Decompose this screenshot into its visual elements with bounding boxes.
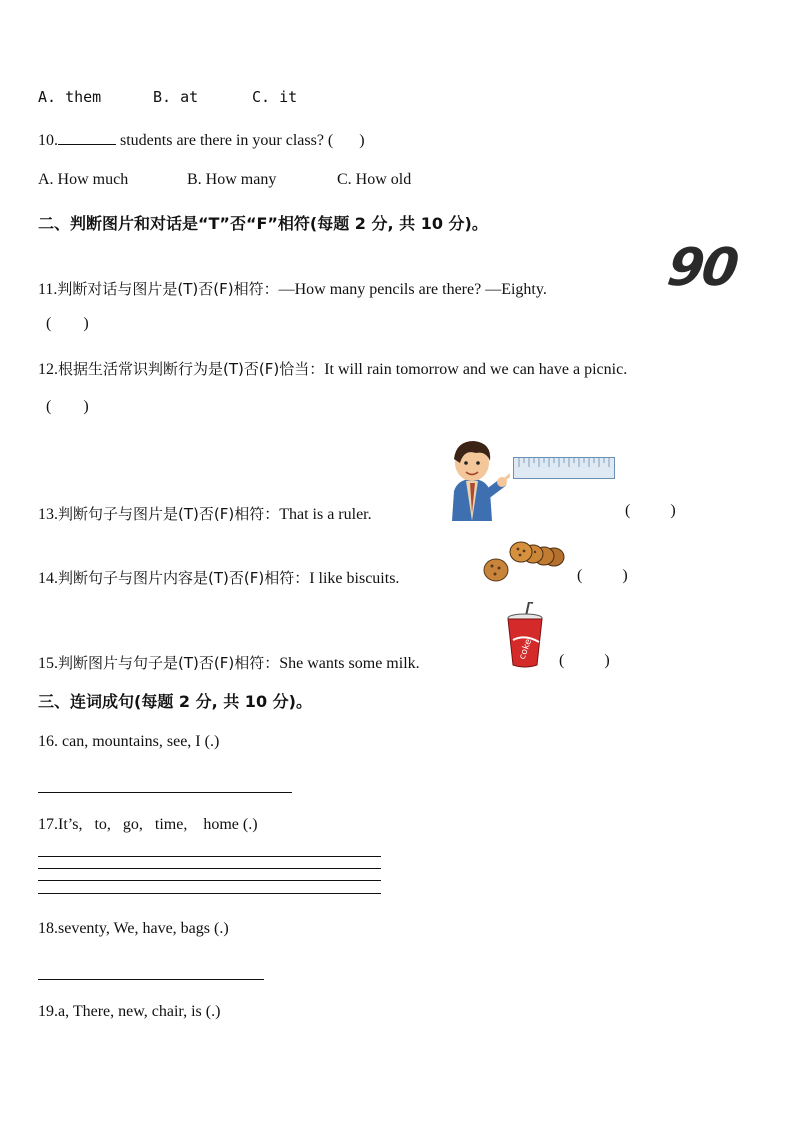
question-11-text: —How many pencils are there? —Eighty. — [278, 281, 547, 298]
q10-option-b: B. How many — [187, 171, 277, 188]
answer-line-17-c[interactable] — [38, 880, 381, 881]
boy-pointing-image — [442, 435, 510, 521]
answer-paren-13[interactable]: ( ) — [625, 502, 676, 519]
cola-cup-image — [505, 602, 545, 668]
question-18: 18.seventy, We, have, bags (.) — [38, 920, 229, 937]
q9-option-c: C. it — [252, 88, 298, 106]
question-14-number: 14. — [38, 570, 58, 587]
answer-line-17-b[interactable] — [38, 868, 381, 869]
question-15-prefix: 判断图片与句子是(T)否(F)相符： — [58, 654, 280, 672]
q10-option-c: C. How old — [337, 171, 412, 188]
answer-paren-14[interactable]: ( ) — [577, 567, 628, 584]
question-15-text: She wants some milk. — [279, 655, 420, 672]
question-15 — [38, 652, 420, 673]
ruler-image — [513, 457, 615, 479]
question-10 — [38, 130, 365, 150]
question-14-text: I like biscuits. — [309, 570, 400, 587]
section-3-title: 三、连词成句(每题 2 分, 共 10 分)。 — [38, 692, 312, 711]
answer-blank[interactable] — [58, 130, 116, 145]
question-11 — [38, 278, 547, 299]
question-13-number: 13. — [38, 506, 58, 523]
question-13-prefix: 判断句子与图片是(T)否(F)相符： — [58, 505, 280, 523]
cup-label: coke — [517, 637, 535, 661]
question-10-close: ) — [359, 132, 365, 149]
answer-line-18[interactable] — [38, 979, 264, 980]
question-10-number: 10. — [38, 132, 58, 149]
answer-paren-15[interactable]: ( ) — [559, 652, 610, 669]
answer-paren-11[interactable]: ( ) — [46, 315, 89, 332]
number-90-image: 90 — [663, 238, 741, 298]
question-12-prefix: 根据生活常识判断行为是(T)否(F)恰当： — [58, 360, 325, 378]
answer-paren-12[interactable]: ( ) — [46, 398, 89, 415]
question-10-text: students are there in your class? ( — [120, 132, 334, 149]
question-11-prefix: 判断对话与图片是(T)否(F)相符： — [57, 280, 279, 298]
answer-line-17-d[interactable] — [38, 893, 381, 894]
question-14-prefix: 判断句子与图片内容是(T)否(F)相符： — [58, 569, 310, 587]
answer-line-16[interactable] — [38, 792, 292, 793]
question-17: 17.It’s, to, go, time, home (.) — [38, 816, 258, 833]
question-13 — [38, 503, 372, 524]
q9-option-a: A. them — [38, 88, 102, 106]
question-12 — [38, 358, 627, 379]
answer-line-17-a[interactable] — [38, 856, 381, 857]
question-16: 16. can, mountains, see, I (.) — [38, 733, 220, 750]
question-13-text: That is a ruler. — [279, 506, 372, 523]
question-19: 19.a, There, new, chair, is (.) — [38, 1003, 221, 1020]
section-2-title: 二、判断图片和对话是“T”否“F”相符(每题 2 分, 共 10 分)。 — [38, 214, 488, 233]
question-14 — [38, 567, 399, 588]
biscuits-image — [482, 540, 566, 586]
question-12-number: 12. — [38, 361, 58, 378]
q9-option-b: B. at — [153, 88, 199, 106]
question-15-number: 15. — [38, 655, 58, 672]
question-11-number: 11. — [38, 281, 58, 298]
q10-option-a: A. How much — [38, 171, 129, 188]
question-12-text: It will rain tomorrow and we can have a picnic. — [324, 361, 628, 378]
